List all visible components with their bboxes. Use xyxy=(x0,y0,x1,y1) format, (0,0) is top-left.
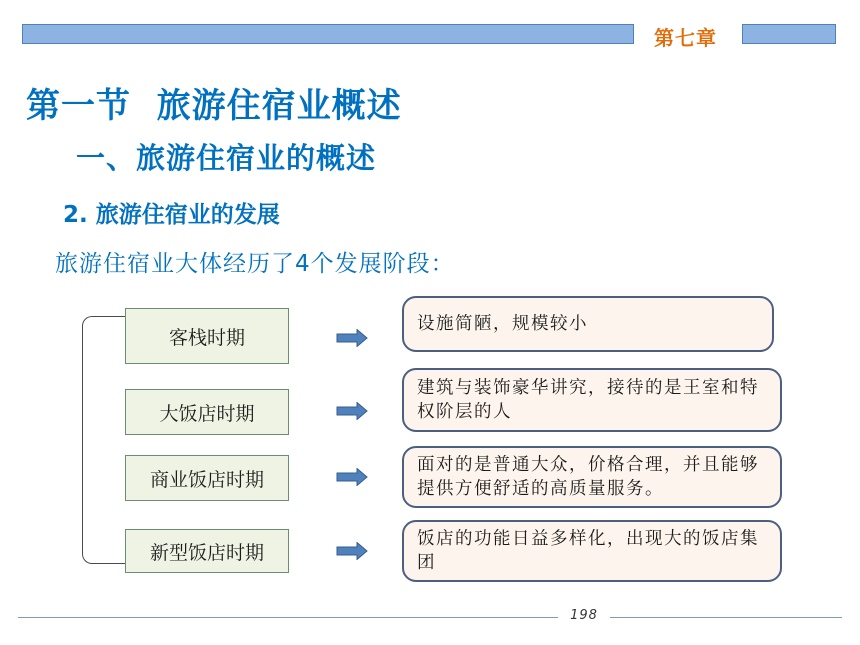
page-title: 第一节 旅游住宿业概述 xyxy=(26,86,402,126)
stage-description-inn xyxy=(402,296,774,352)
stage-bracket xyxy=(82,316,128,564)
page-number: 198 xyxy=(570,608,598,623)
section-heading: 2. 旅游住宿业的发展 xyxy=(63,202,280,228)
stage-description: 建筑与装饰豪华讲究，接待的是王室和特权阶层的人 xyxy=(417,378,759,422)
right-arrow-icon xyxy=(336,468,368,486)
header-bar-left xyxy=(22,24,634,44)
stage-box-commercial-hotel xyxy=(125,455,289,501)
stage-box-modern-hotel xyxy=(125,529,289,573)
stage-description: 设施简陋，规模较小 xyxy=(417,314,588,334)
stage-label: 大饭店时期 xyxy=(159,402,255,425)
stage-label: 客栈时期 xyxy=(168,326,245,349)
stage-description-commercial-hotel xyxy=(402,446,782,508)
section-subtitle: 一、旅游住宿业的概述 xyxy=(76,141,377,175)
right-arrow-icon xyxy=(336,542,368,560)
right-arrow-icon xyxy=(336,329,368,347)
stage-label: 商业饭店时期 xyxy=(149,468,264,491)
stage-box-grand-hotel xyxy=(125,389,289,435)
stage-description-modern-hotel xyxy=(402,520,782,582)
chapter-label: 第七章 xyxy=(654,26,717,50)
footer-divider-left xyxy=(18,617,558,618)
stage-box-inn xyxy=(125,308,289,364)
stage-label: 新型饭店时期 xyxy=(149,541,264,564)
footer-divider-right xyxy=(610,617,842,618)
stage-description-grand-hotel xyxy=(402,368,782,432)
right-arrow-icon xyxy=(336,402,368,420)
header-bar-right xyxy=(742,24,836,44)
stage-description: 面对的是普通大众，价格合理，并且能够提供方便舒适的高质量服务。 xyxy=(417,455,759,499)
intro-text: 旅游住宿业大体经历了4个发展阶段： xyxy=(55,251,455,277)
stage-description: 饭店的功能日益多样化，出现大的饭店集团 xyxy=(417,529,759,573)
